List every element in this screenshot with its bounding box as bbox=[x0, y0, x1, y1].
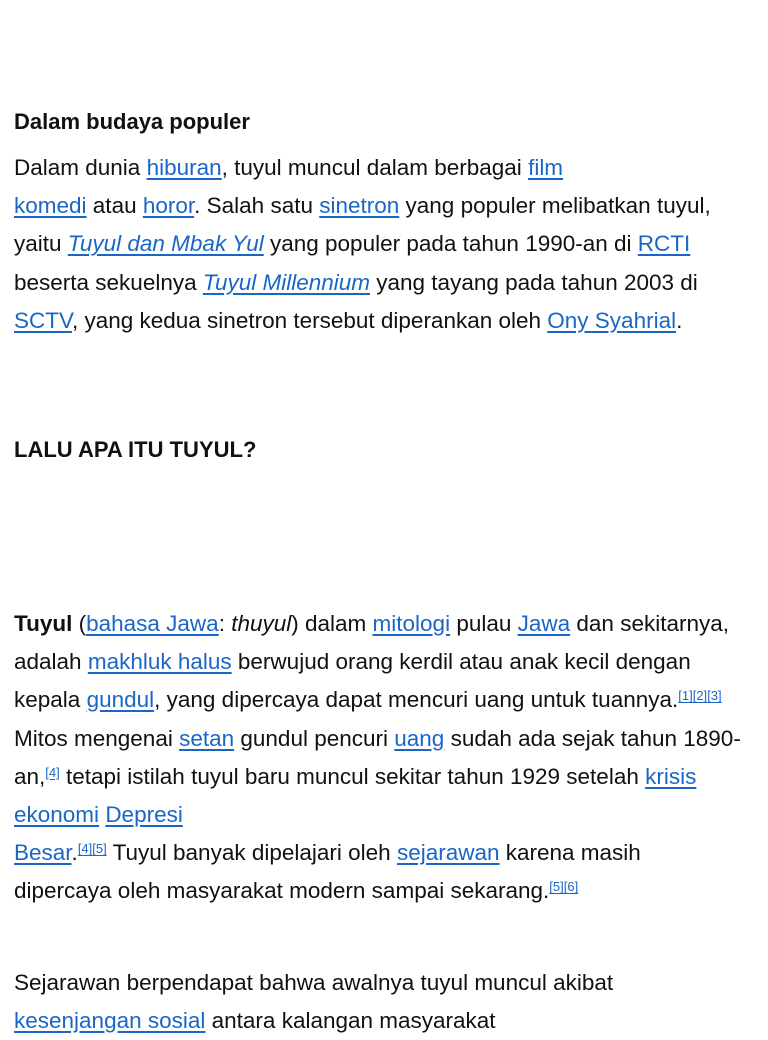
section-heading-lalu-apa-itu-tuyul: LALU APA ITU TUYUL? bbox=[14, 437, 257, 462]
link-hiburan[interactable]: hiburan bbox=[146, 155, 222, 180]
paragraph-sejarawan bbox=[14, 964, 744, 1040]
text: tetapi istilah tuyul baru muncul sekitar tahun 1929 setelah bbox=[59, 763, 646, 789]
text: ) dalam bbox=[291, 611, 373, 636]
text: : bbox=[218, 611, 232, 636]
reference-group bbox=[45, 765, 59, 780]
link-sejarawan[interactable]: sejarawan bbox=[396, 840, 500, 866]
link-text: Tuyul Millennium bbox=[202, 269, 371, 295]
text: . Salah satu bbox=[194, 193, 320, 219]
link-jawa[interactable]: Jawa bbox=[517, 611, 571, 636]
link-gundul[interactable]: gundul bbox=[86, 687, 155, 713]
link-depresi-besar-cont[interactable]: Besar bbox=[14, 840, 72, 866]
text: Dalam dunia bbox=[14, 155, 147, 180]
reference-2[interactable]: [2] bbox=[692, 688, 708, 704]
text: gundul pencuri bbox=[234, 725, 395, 751]
reference-5[interactable]: [5] bbox=[92, 841, 107, 857]
text: pulau bbox=[450, 611, 518, 636]
reference-4[interactable]: [4] bbox=[45, 764, 60, 780]
reference-group bbox=[678, 688, 721, 703]
text: ( bbox=[72, 611, 87, 636]
text: . bbox=[71, 840, 78, 866]
link-film-komedi[interactable]: film bbox=[528, 155, 564, 180]
text: berwujud orang kerdil atau anak kecil dengan kepala bbox=[14, 649, 691, 713]
link-sinetron[interactable]: sinetron bbox=[319, 193, 400, 219]
text: Sejarawan berpendapat bahwa awalnya tuyul muncul akibat bbox=[14, 970, 614, 995]
link-mitologi[interactable]: mitologi bbox=[372, 611, 451, 636]
text: , yang dipercaya dapat mencuri uang untuk tuannya. bbox=[154, 687, 679, 713]
reference-3[interactable]: [3] bbox=[707, 688, 722, 704]
text: yang tayang pada tahun 2003 di bbox=[370, 269, 698, 295]
text: , tuyul muncul dalam berbagai bbox=[221, 155, 529, 180]
reference-1[interactable]: [1] bbox=[678, 688, 693, 704]
text: . bbox=[676, 307, 683, 333]
link-rcti[interactable]: RCTI bbox=[637, 231, 691, 257]
text: dan sekitarnya, adalah bbox=[14, 611, 729, 675]
term-tuyul: Tuyul bbox=[14, 611, 73, 636]
link-ony-syahrial[interactable]: Ony Syahrial bbox=[547, 307, 677, 333]
text: Tuyul banyak dipelajari oleh bbox=[106, 840, 397, 866]
link-setan[interactable]: setan bbox=[179, 725, 235, 751]
text: Mitos mengenai bbox=[14, 725, 180, 751]
text: beserta sekuelnya bbox=[14, 269, 203, 295]
link-depresi-besar[interactable]: Depresi bbox=[105, 802, 183, 828]
reference-4[interactable]: [4] bbox=[77, 841, 93, 857]
link-kesenjangan-sosial[interactable]: kesenjangan sosial bbox=[14, 1008, 206, 1034]
paragraph-budaya-populer bbox=[14, 149, 744, 340]
link-makhluk-halus[interactable]: makhluk halus bbox=[87, 649, 232, 675]
reference-group bbox=[549, 879, 578, 894]
paragraph-tuyul-definition bbox=[14, 605, 744, 911]
text: yang populer pada tahun 1990-an di bbox=[263, 231, 638, 257]
text: sudah ada sejak tahun 1890-an, bbox=[14, 725, 741, 789]
link-tuyul-millennium[interactable] bbox=[203, 270, 370, 295]
term-thuyul: thuyul bbox=[231, 611, 292, 636]
link-horor[interactable]: horor bbox=[142, 193, 195, 219]
link-uang[interactable]: uang bbox=[394, 725, 445, 751]
link-krisis-ekonomi[interactable]: krisis ekonomi bbox=[14, 763, 697, 828]
section-heading-budaya-populer: Dalam budaya populer bbox=[14, 109, 250, 134]
link-tuyul-dan-mbak-yul[interactable] bbox=[68, 231, 264, 256]
link-bahasa-jawa[interactable]: bahasa Jawa bbox=[86, 611, 219, 636]
reference-5[interactable]: [5] bbox=[549, 879, 564, 895]
reference-6[interactable]: [6] bbox=[563, 879, 579, 895]
link-film-komedi-cont[interactable]: komedi bbox=[14, 193, 87, 219]
text: antara kalangan masyarakat bbox=[205, 1008, 496, 1034]
text: karena masih dipercaya oleh masyarakat modern sampai sekarang. bbox=[14, 840, 641, 904]
reference-group bbox=[78, 841, 107, 856]
text: , yang kedua sinetron tersebut diperankan oleh bbox=[71, 307, 548, 333]
text: yang populer melibatkan tuyul, yaitu bbox=[14, 193, 711, 257]
link-text: Tuyul dan Mbak Yul bbox=[67, 231, 264, 257]
text: atau bbox=[86, 193, 143, 219]
link-sctv[interactable]: SCTV bbox=[14, 307, 72, 333]
